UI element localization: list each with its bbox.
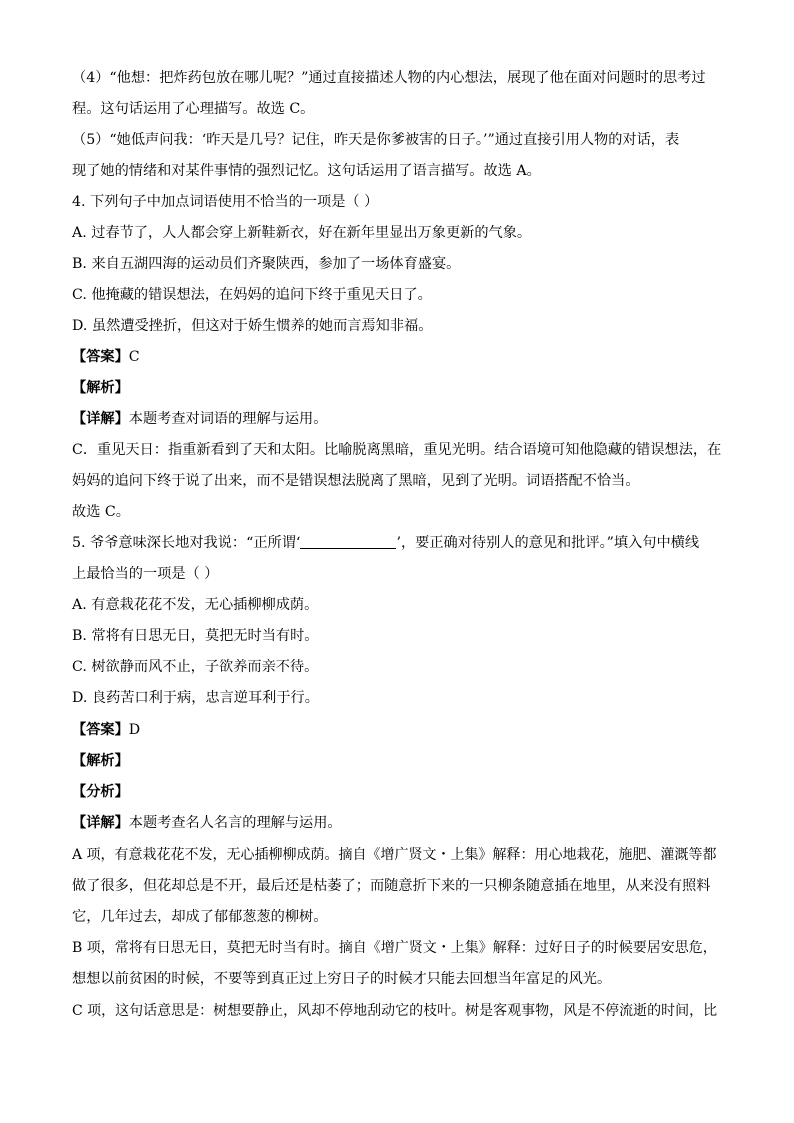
answer-tag: 【答案】 [72, 722, 129, 738]
analysis-tag: 【解析】 [72, 380, 129, 396]
q4-stem: 4. 下列句子中加点词语使用不恰当的一项是（ ） [72, 194, 379, 210]
q5-explanation-a-line3: 它，几年过去，却成了郁郁葱葱的柳树。 [72, 909, 328, 925]
q5-explanation-b-line2: 想想以前贫困的时候，不要等到真正过上穷日子的时候才只能去回想当年富足的风光。 [72, 971, 612, 987]
q5-stem-part1: 5. 爷爷意味深长地对我说：“正所谓‘ [72, 535, 301, 551]
q4-conclusion: 故选 C。 [72, 504, 130, 520]
q4-option-c: C. 他掩藏的错误想法，在妈妈的追问下终于重见天日了。 [72, 287, 432, 303]
detail-text: 本题考查名人名言的理解与运用。 [128, 815, 342, 831]
q4-detail-line [72, 409, 327, 429]
q5-detail-line [72, 813, 342, 833]
q3-item4-line1: （4）“他想：把炸药包放在哪儿呢？”通过直接描述人物的内心想法，展现了他在面对问题时的思考过 [72, 70, 706, 86]
q5-stem-part2: ’，要正确对待别人的意见和批评。”填入句中横线 [396, 535, 700, 551]
q5-explanation-c-line1: C 项，这句话意思是：树想要静止，风却不停地刮动它的枝叶。树是客观事物，风是不停流逝的时间，比 [72, 1003, 718, 1019]
q5-stem-line2: 上最恰当的一项是（ ） [72, 566, 219, 582]
q5-option-b: B. 常将有日思无日，莫把无时当有时。 [72, 628, 319, 644]
q3-item5-line2: 现了她的情绪和对某件事情的强烈记忆。这句话运用了语言描写。故选 A。 [72, 163, 541, 179]
q5-option-c: C. 树欲静而风不止，子欲养而亲不待。 [72, 659, 319, 675]
q5-explanation-b-line1: B 项，常将有日思无日，莫把无时当有时。摘自《增广贤文・上集》解释：过好日子的时候要居安思危， [72, 940, 717, 956]
q4-explanation-line2: 妈妈的追问下终于说了出来，而不是错误想法脱离了黑暗，见到了光明。词语搭配不恰当。 [72, 473, 640, 489]
q3-item4-line2: 程。这句话运用了心理描写。故选 C。 [72, 101, 315, 117]
q5-analyze-line [72, 782, 129, 802]
fill-in-blank [300, 534, 396, 549]
q4-analysis-line [72, 378, 129, 398]
q5-stem-line1 [72, 533, 699, 553]
detail-tag: 【详解】 [72, 411, 129, 427]
detail-tag: 【详解】 [72, 815, 129, 831]
q5-explanation-a-line1: A 项，有意栽花花不发，无心插柳柳成荫。摘自《增广贤文・上集》解释：用心地栽花，施肥、灌溉等都 [72, 847, 717, 863]
q4-option-d: D. 虽然遭受挫折，但这对于娇生惯养的她而言焉知非福。 [72, 318, 433, 334]
answer-value: D [128, 722, 141, 738]
q4-option-b: B. 来自五湖四海的运动员们齐聚陕西，参加了一场体育盛宴。 [72, 256, 461, 272]
detail-text: 本题考查对词语的理解与运用。 [128, 411, 328, 427]
q5-option-d: D. 良药苦口利于病，忠言逆耳利于行。 [72, 690, 319, 706]
q4-answer-line [72, 347, 140, 367]
q3-item5-line1: （5）“她低声问我：‘昨天是几号？记住，昨天是你爹被害的日子。’”通过直接引用人物的对话，表 [72, 132, 680, 148]
q5-answer-line [72, 720, 140, 740]
answer-value: C [128, 349, 140, 365]
analyze-tag: 【分析】 [72, 784, 129, 800]
q5-option-a: A. 有意栽花花不发，无心插柳柳成荫。 [72, 597, 319, 613]
analysis-tag: 【解析】 [72, 753, 129, 769]
q4-option-a: A. 过春节了，人人都会穿上新鞋新衣，好在新年里显出万象更新的气象。 [72, 225, 532, 241]
q5-analysis-line [72, 751, 129, 771]
q5-explanation-a-line2: 做了很多，但花却总是不开，最后还是枯萎了；而随意折下来的一只柳条随意插在地里，从来没有照料 [72, 878, 711, 894]
q4-explanation-line1: C．重见天日：指重新看到了天和太阳。比喻脱离黑暗，重见光明。结合语境可知他隐藏的错误想法，在 [72, 442, 722, 458]
answer-tag: 【答案】 [72, 349, 129, 365]
